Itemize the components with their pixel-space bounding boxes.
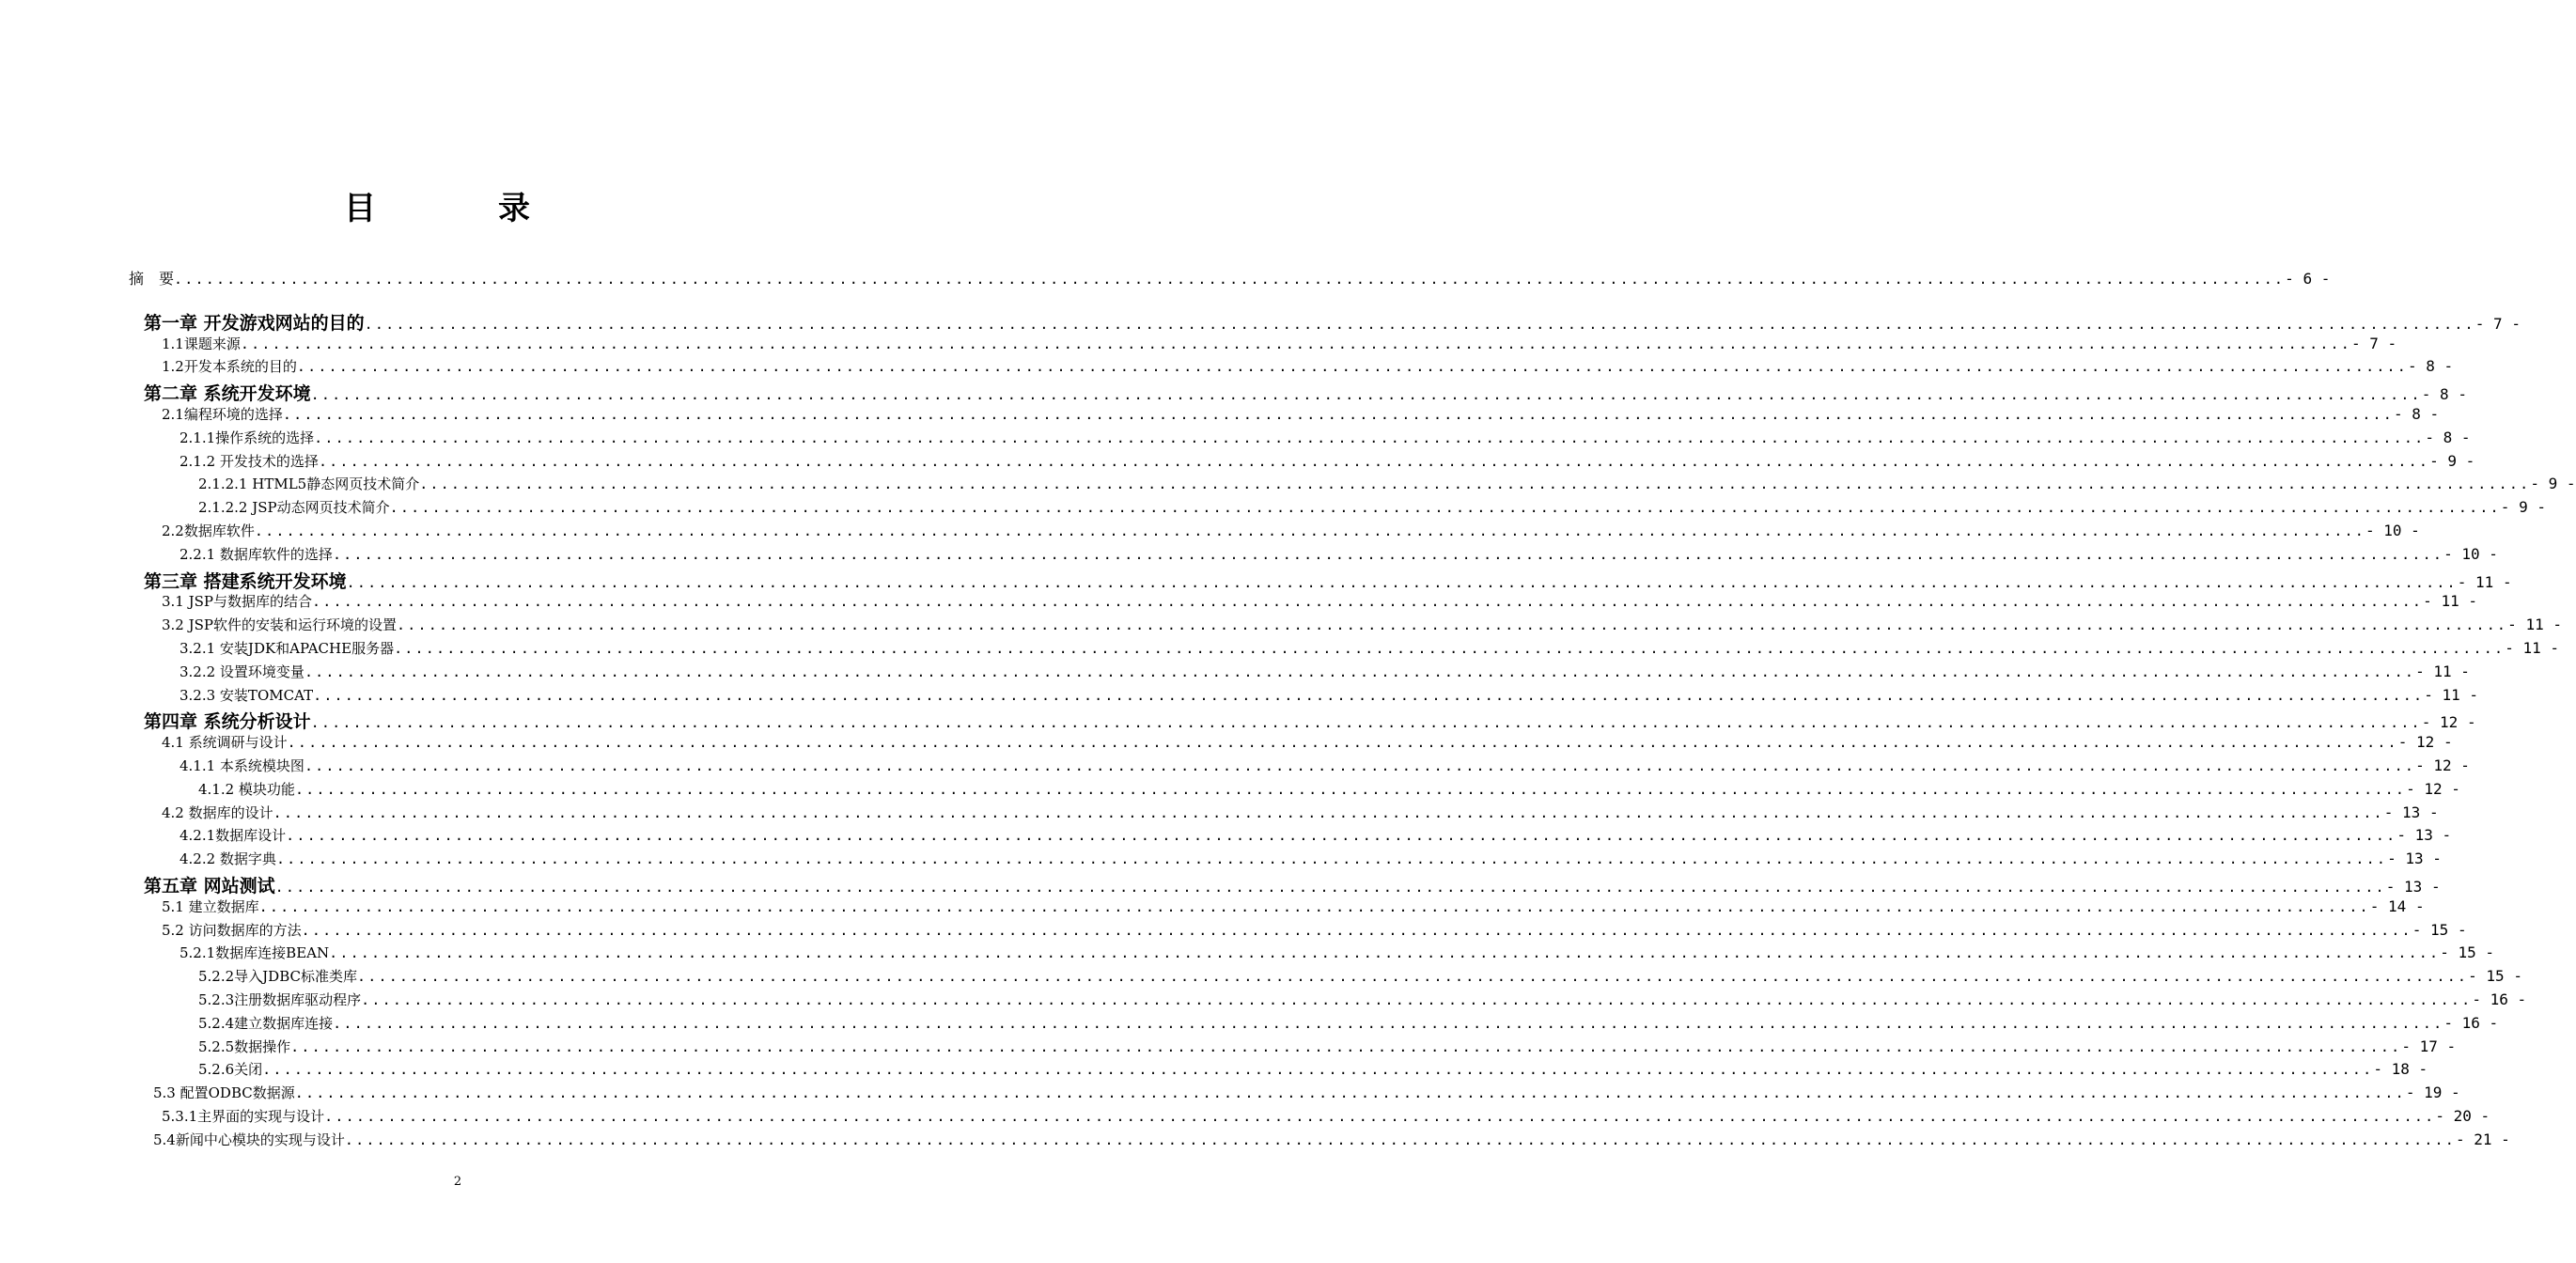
toc-leader-dots: ........................................................................................................................................................................................................ (296, 358, 2409, 376)
toc-entry-title: 3.1 JSP与数据库的结合 (162, 593, 313, 611)
toc-leader-dots: ........................................................................................................................................................................................................ (389, 499, 2501, 517)
toc-page-number: - 16 - (2472, 990, 2527, 1008)
toc-leader-dots: ........................................................................................................................................................................................................ (357, 968, 2469, 986)
toc-page-number: - 8 - (2421, 385, 2467, 404)
toc-leader-dots: ........................................................................................................................................................................................................ (262, 1061, 2374, 1079)
toc-leader-dots: ........................................................................................................................................................................................................ (254, 522, 2366, 539)
toc-page-number: - 18 - (2373, 1060, 2428, 1079)
toc-entry[interactable] (0, 497, 2546, 521)
toc-page-number: - 8 - (2425, 428, 2471, 446)
toc-entry[interactable] (0, 872, 2441, 897)
toc-leader-dots: ........................................................................................................................................................................................................ (290, 1037, 2402, 1055)
toc-page-number: - 15 - (2468, 967, 2522, 986)
toc-entry[interactable] (0, 309, 2521, 334)
toc-entry-title: 5.2.1数据库连接BEAN (180, 944, 330, 962)
toc-entry[interactable] (0, 756, 2470, 779)
toc-entry-title: 1.2开发本系统的目的 (162, 358, 297, 376)
toc-entry[interactable] (0, 920, 2467, 943)
toc-page-number: - 9 - (2429, 451, 2475, 470)
toc-page-number: - 15 - (2412, 920, 2467, 939)
toc-entry-title: 4.2 数据库的设计 (162, 803, 273, 821)
toc-page-number: - 13 - (2383, 803, 2439, 821)
toc-entry-title: 2.1.1操作系统的选择 (180, 429, 315, 446)
toc-entry[interactable] (0, 803, 2439, 826)
toc-page-number: - 11 - (2507, 616, 2562, 634)
toc-entry-title: 2.1.2 开发技术的选择 (180, 452, 319, 470)
toc-entry[interactable] (0, 1130, 2510, 1153)
toc-leader-dots: ........................................................................................................................................................................................................ (287, 734, 2398, 752)
toc-entry[interactable] (0, 404, 2440, 428)
toc-entry-title: 1.1课题来源 (162, 335, 241, 352)
toc-leader-dots: ........................................................................................................................................................................................................ (294, 1084, 2406, 1102)
toc-entry-title: 第一章 开发游戏网站的目的 (144, 312, 365, 334)
toc-entry-title: 2.1.2.2 JSP动态网页技术简介 (198, 499, 390, 517)
toc-entry[interactable] (0, 334, 2397, 357)
toc-entry-title: 5.2.4建立数据库连接 (198, 1014, 334, 1032)
toc-leader-dots: ........................................................................................................................................................................................................ (174, 271, 2286, 288)
toc-leader-dots: ........................................................................................................................................................................................................ (318, 452, 2430, 470)
toc-entry-title: 5.2.5数据操作 (198, 1037, 291, 1055)
page-number: 2 (453, 1175, 462, 1189)
toc-entry-title: 第二章 系统开发环境 (144, 383, 311, 405)
page-title: 目 录 (344, 190, 575, 227)
toc-leader-dots: ........................................................................................................................................................................................................ (240, 335, 2352, 352)
toc-page-number: - 12 - (2397, 733, 2453, 752)
toc-entry[interactable] (0, 1059, 2428, 1083)
toc-page-number: - 10 - (2443, 544, 2498, 563)
toc-entry[interactable] (0, 267, 2331, 290)
toc-page-number: - 9 - (2530, 475, 2576, 493)
toc-entry[interactable] (0, 568, 2512, 592)
toc-page-number: - 12 - (2415, 756, 2470, 774)
toc-entry[interactable] (0, 380, 2467, 405)
toc-entry[interactable] (0, 990, 2527, 1013)
toc-page-number: - 8 - (2394, 405, 2440, 423)
toc-page-number: - 12 - (2406, 779, 2460, 798)
toc-entry-title: 5.1 建立数据库 (162, 897, 259, 915)
toc-leader-dots: ........................................................................................................................................................................................................ (313, 686, 2425, 704)
toc-entry[interactable] (0, 1037, 2457, 1060)
toc-leader-dots: ........................................................................................................................................................................................................ (312, 593, 2424, 611)
toc-entry[interactable] (0, 779, 2460, 803)
toc-entry[interactable] (0, 943, 2495, 966)
toc-leader-dots: ........................................................................................................................................................................................................ (282, 406, 2395, 423)
toc-page-number: - 10 - (2365, 522, 2420, 539)
toc-entry[interactable] (0, 897, 2425, 920)
toc-entry[interactable] (0, 849, 2442, 872)
toc-entry[interactable] (0, 966, 2522, 990)
toc-leader-dots: ........................................................................................................................................................................................................ (324, 1108, 2436, 1125)
toc-page-number: - 21 - (2456, 1130, 2510, 1148)
toc-entry[interactable] (0, 638, 2560, 662)
toc-leader-dots: ........................................................................................................................................................................................................ (361, 991, 2473, 1008)
toc-leader-dots: ........................................................................................................................................................................................................ (329, 944, 2441, 962)
toc-page-number: - 15 - (2440, 943, 2495, 962)
toc-entry-title: 5.2.2导入JDBC标准类库 (198, 968, 357, 986)
toc-page-number: - 9 - (2500, 498, 2546, 517)
toc-entry-title: 4.2.2 数据字典 (180, 850, 276, 868)
toc-entry-title: 第四章 系统分析设计 (144, 711, 311, 733)
toc-entry-title: 4.1.2 模块功能 (198, 780, 295, 798)
toc-page-number: - 7 - (2351, 334, 2397, 352)
toc-entry-title: 摘 要 (129, 270, 175, 288)
toc-entry[interactable] (0, 1083, 2460, 1106)
toc-entry-title: 第五章 网站测试 (144, 876, 275, 897)
toc-leader-dots: ........................................................................................................................................................................................................ (304, 757, 2416, 774)
toc-entry[interactable] (0, 1013, 2499, 1037)
toc-entry[interactable] (0, 474, 2576, 497)
toc-entry-title: 3.2.3 安装TOMCAT (180, 686, 314, 704)
toc-entry-title: 2.2.1 数据库软件的选择 (180, 545, 333, 563)
toc-entry[interactable] (0, 1106, 2490, 1130)
toc-entry-title: 3.2 JSP软件的安装和运行环境的设置 (162, 616, 398, 634)
toc-leader-dots: ........................................................................................................................................................................................................ (301, 921, 2412, 939)
toc-entry-title: 4.1.1 本系统模块图 (180, 757, 304, 774)
toc-page-number: - 13 - (2387, 850, 2442, 868)
toc-entry[interactable] (0, 708, 2476, 733)
toc-entry[interactable] (0, 685, 2479, 709)
toc-leader-dots: ........................................................................................................................................................................................................ (286, 827, 2397, 845)
toc-entry[interactable] (0, 591, 2477, 615)
toc-leader-dots: ........................................................................................................................................................................................................ (310, 386, 2422, 404)
toc-page-number: - 8 - (2408, 357, 2454, 376)
toc-leader-dots: ........................................................................................................................................................................................................ (419, 476, 2531, 493)
toc-entry[interactable] (0, 544, 2498, 568)
toc-leader-dots: ........................................................................................................................................................................................................ (333, 1014, 2444, 1032)
toc-leader-dots: ........................................................................................................................................................................................................ (275, 850, 2388, 868)
toc-entry-title: 5.3.1主界面的实现与设计 (162, 1108, 325, 1125)
toc-entry-title: 5.2.3注册数据库驱动程序 (198, 991, 362, 1008)
toc-page-number: - 7 - (2475, 314, 2521, 333)
toc-page-number: - 20 - (2435, 1107, 2490, 1125)
toc-page-number: - 11 - (2457, 572, 2512, 591)
toc-leader-dots: ........................................................................................................................................................................................................ (394, 640, 2506, 657)
toc-entry-title: 5.4新闻中心模块的实现与设计 (153, 1130, 345, 1148)
toc-entry-title: 4.2.1数据库设计 (180, 827, 287, 845)
toc-entry[interactable] (0, 451, 2475, 475)
toc-entry-title: 5.3 配置ODBC数据源 (153, 1084, 295, 1102)
toc-page-number: - 14 - (2369, 897, 2425, 915)
toc-entry-title: 3.2.2 设置环境变量 (180, 663, 304, 680)
toc-leader-dots: ........................................................................................................................................................................................................ (314, 429, 2426, 446)
toc-leader-dots: ........................................................................................................................................................................................................ (364, 315, 2475, 333)
toc-leader-dots: ........................................................................................................................................................................................................ (310, 714, 2422, 732)
toc-page-number: - 19 - (2405, 1084, 2460, 1102)
toc-leader-dots: ........................................................................................................................................................................................................ (346, 573, 2458, 591)
toc-entry-title: 5.2.6关闭 (198, 1061, 263, 1079)
toc-entry[interactable] (0, 428, 2471, 451)
toc-entry[interactable] (0, 825, 2452, 849)
toc-entry[interactable] (0, 662, 2470, 685)
toc-entry[interactable] (0, 732, 2453, 756)
toc-page-number: - 17 - (2401, 1037, 2457, 1055)
toc-leader-dots: ........................................................................................................................................................................................................ (258, 897, 2370, 915)
toc-entry-title: 2.1编程环境的选择 (162, 406, 283, 423)
toc-page-number: - 11 - (2424, 685, 2479, 704)
toc-leader-dots: ........................................................................................................................................................................................................ (273, 803, 2384, 821)
toc-page-number: - 11 - (2505, 639, 2560, 657)
toc-leader-dots: ........................................................................................................................................................................................................ (294, 780, 2407, 798)
toc-page-number: - 6 - (2285, 270, 2331, 288)
toc-page-number: - 12 - (2421, 713, 2476, 732)
toc-page-number: - 13 - (2385, 878, 2441, 896)
toc-leader-dots: ........................................................................................................................................................................................................ (304, 663, 2416, 680)
toc-entry[interactable] (0, 356, 2454, 380)
toc-page-number: - 11 - (2415, 662, 2470, 680)
toc-entry-title: 4.1 系统调研与设计 (162, 734, 288, 752)
toc-entry-title: 3.2.1 安装JDK和APACHE服务器 (180, 640, 395, 657)
toc-entry-title: 2.1.2.1 HTML5静态网页技术简介 (198, 476, 420, 493)
toc-entry[interactable] (0, 521, 2420, 544)
toc-entry-title: 5.2 访问数据库的方法 (162, 921, 302, 939)
toc-entry-title: 2.2数据库软件 (162, 522, 255, 539)
toc-page-number: - 11 - (2423, 592, 2477, 611)
toc-leader-dots: ........................................................................................................................................................................................................ (344, 1130, 2457, 1148)
toc-leader-dots: ........................................................................................................................................................................................................ (274, 879, 2386, 896)
toc-page-number: - 16 - (2443, 1013, 2499, 1032)
toc-entry-title: 第三章 搭建系统开发环境 (144, 570, 347, 592)
toc-leader-dots: ........................................................................................................................................................................................................ (397, 616, 2508, 634)
toc-entry[interactable] (0, 615, 2562, 638)
toc-page-number: - 13 - (2396, 826, 2452, 845)
toc-leader-dots: ........................................................................................................................................................................................................ (332, 545, 2444, 563)
